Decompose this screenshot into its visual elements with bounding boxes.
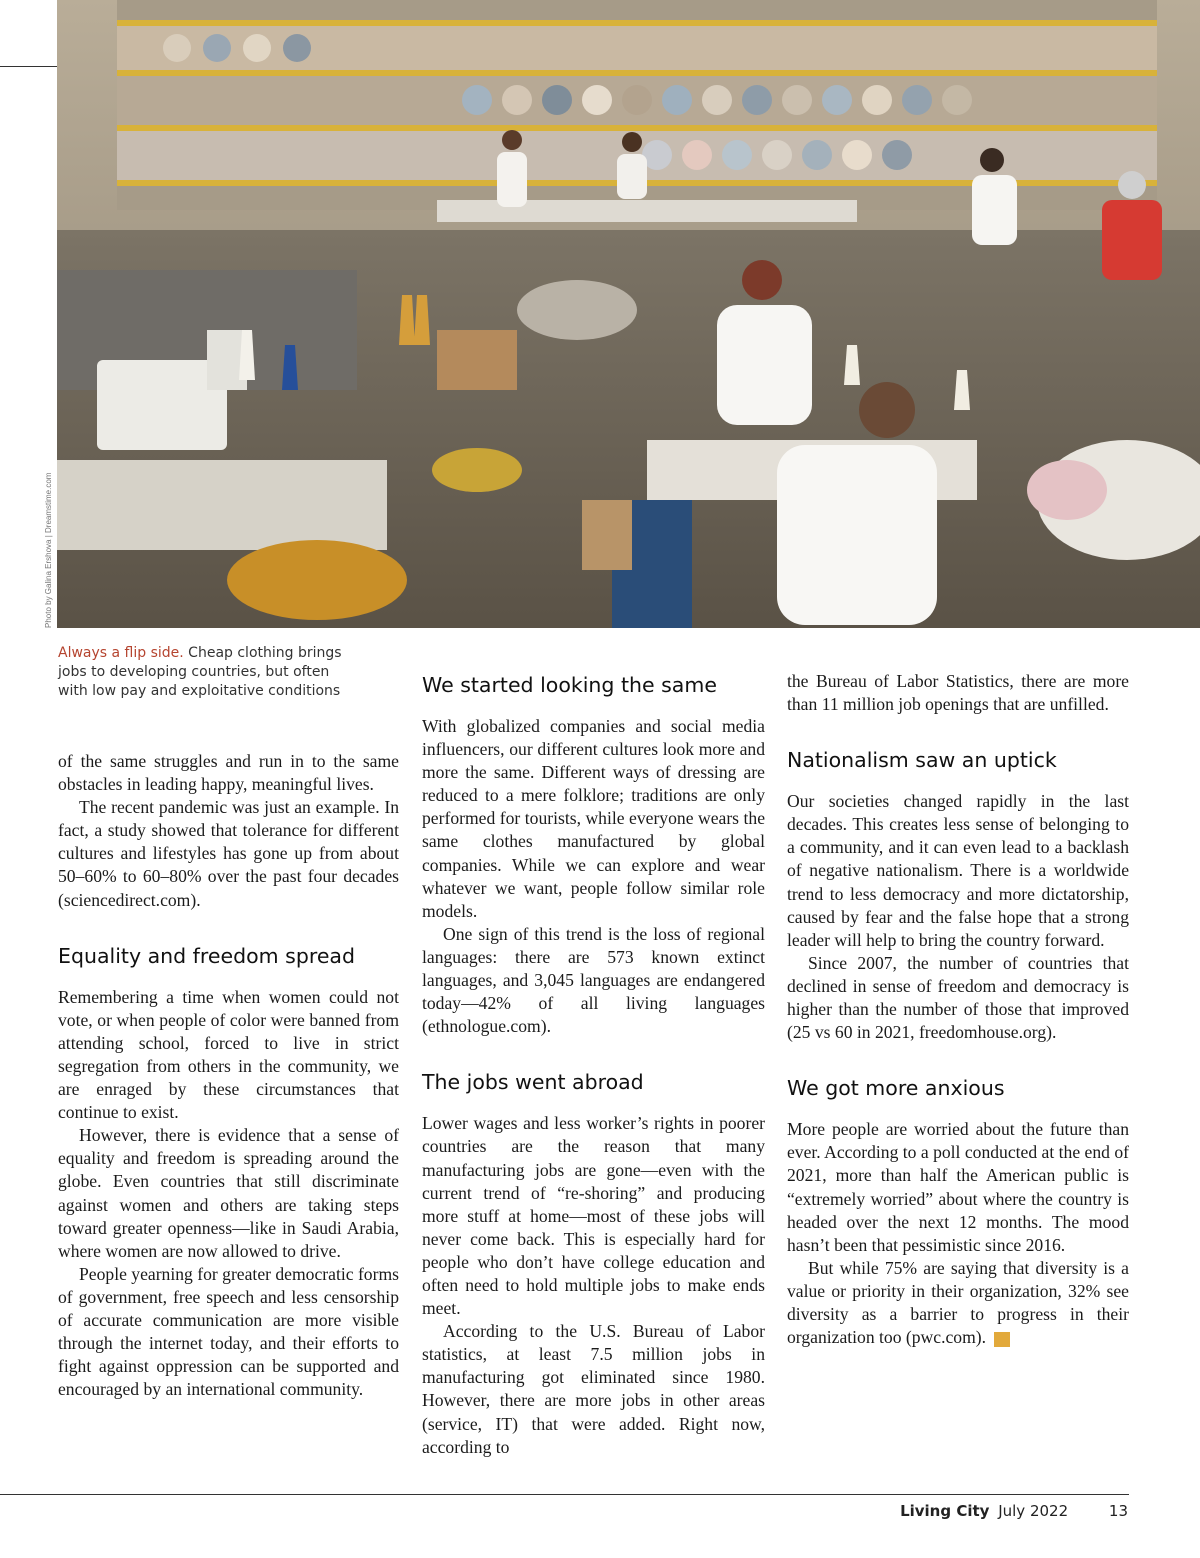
heading-anxious: We got more anxious — [787, 1076, 1005, 1101]
footer-rule — [0, 1494, 1129, 1495]
page-footer — [900, 1502, 1128, 1520]
column-1 — [58, 750, 399, 1401]
heading-equality-freedom: Equality and freedom spread — [58, 943, 355, 968]
paragraph: Lower wages and less worker’s rights in poorer countries are the reason that many manufacturing jobs are gone—even with the current trend of “re-shoring” and producing more stuff at home—most of these jobs will never come back. This is especially hard for people who don’t have college education and often need to hold multiple jobs to make ends meet. — [422, 1113, 765, 1319]
issue-date: July 2022 — [998, 1502, 1069, 1520]
paragraph: More people are worried about the future than ever. According to a poll conducted at the end of 2021, more than half the American public is “extremely worried” about where the country is headed over the next 12 months. The mood hasn’t been that pessimistic since 2016. — [787, 1119, 1129, 1255]
photo-credit: Photo by Galina Ershova | Dreamstime.com — [44, 472, 53, 628]
paragraph: the Bureau of Labor Statistics, there are more than 11 million job openings that are unfilled. — [787, 671, 1129, 715]
paragraph: of the same struggles and run in to the same obstacles in leading happy, meaningful lives. — [58, 751, 399, 795]
paragraph-text: But while 75% are saying that diversity is a value or priority in their organization, 32% see diversity as a barrier to progress in their organization too (pwc.com). — [787, 1257, 1129, 1348]
factory-photo — [57, 0, 1200, 628]
column-3 — [787, 670, 1129, 1349]
paragraph: Since 2007, the number of countries that declined in sense of freedom and democracy is higher than the number of those that improved (25 vs 60 in 2021, freedomhouse.org). — [787, 952, 1129, 1043]
paragraph: However, there is evidence that a sense of equality and freedom is spreading around the globe. Even countries that still discriminate against women and others are taking steps toward greater openness—like in Saudi Arabia, where women are now allowed to drive. — [58, 1125, 399, 1261]
paragraph: With globalized companies and social media influencers, our different cultures look more and more the same. Different ways of dressing are reduced to a mere folklore; traditions are only performed for tourists, while everyone wears the same clothes manufactured by global companies. While we can explore and wear whatever we want, people follow similar role models. — [422, 716, 765, 921]
heading-nationalism: Nationalism saw an uptick — [787, 748, 1057, 773]
paragraph — [787, 1257, 1129, 1349]
heading-looking-same: We started looking the same — [422, 673, 717, 697]
paragraph: Our societies changed rapidly in the last decades. This creates less sense of belonging to a community, and it can even lead to a backlash of negative nationalism. There is a worldwide trend to less democracy and more dictatorship, caused by fear and the false hope that a strong leader will help to bring the country forward. — [787, 791, 1129, 950]
end-mark-icon: LC — [994, 1332, 1010, 1347]
photo-caption — [58, 644, 358, 701]
paragraph: According to the U.S. Bureau of Labor statistics, at least 7.5 million jobs in manufacturing got eliminated since 1980. However, there are more jobs in other areas (service, IT) that were added. Right now, according to — [422, 1321, 765, 1457]
top-rule — [0, 66, 58, 67]
magazine-name: Living City — [900, 1502, 990, 1520]
caption-text: Cheap clothing brings jobs to developing countries, but often with low pay and exploitative conditions — [58, 645, 342, 699]
heading-jobs-abroad: The jobs went abroad — [422, 1070, 644, 1095]
paragraph: People yearning for greater democratic forms of government, free speech and less censorship of accurate communication are more visible through the internet today, and their efforts to fight against oppression can be supported and encouraged by an international community. — [58, 1263, 399, 1400]
page-number: 13 — [1108, 1502, 1128, 1520]
column-2 — [422, 672, 765, 1459]
paragraph: One sign of this trend is the loss of regional languages: there are 573 known extinct languages, and 3,045 languages are endangered today—42% of all living languages (ethnologue.com). — [422, 923, 765, 1037]
caption-lead: Always a flip side. — [58, 645, 184, 661]
paragraph: The recent pandemic was just an example. In fact, a study showed that tolerance for different cultures and lifestyles has gone up from about 50–60% to 60–80% over the past four decades (sciencedirect.com). — [58, 797, 399, 910]
paragraph: Remembering a time when women could not vote, or when people of color were banned from attending school, forced to live in strict segregation from others in the community, we are enraged by these circumstances that continue to exist. — [58, 986, 399, 1123]
